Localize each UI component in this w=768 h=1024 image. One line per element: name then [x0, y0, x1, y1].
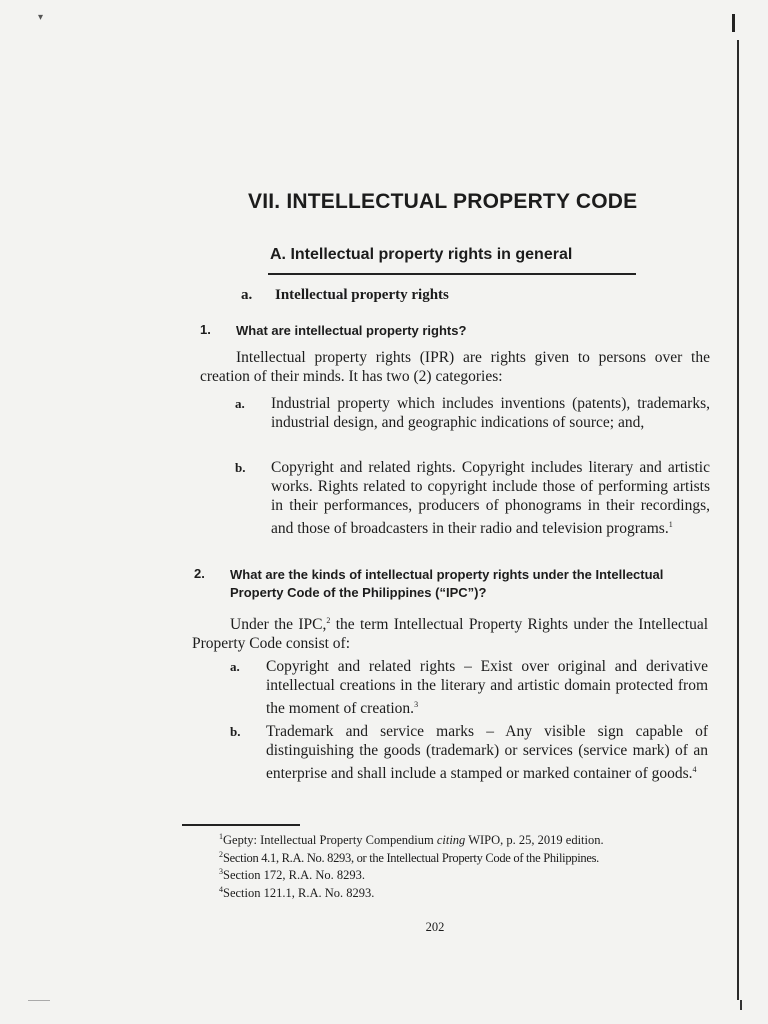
list-item-marker: a. — [235, 396, 245, 411]
list-item — [230, 722, 708, 802]
list-item-marker: a. — [230, 659, 240, 674]
subsection-marker: a. — [241, 287, 253, 303]
page-number: 202 — [425, 920, 445, 934]
question-number: 1. — [200, 322, 211, 337]
list-item — [235, 394, 710, 452]
answer-text-start: Under the IPC, — [230, 616, 327, 634]
question-text: What are the kinds of intellectual property rights under the Intellectual Property Code of the Philippines (“IPC”)? — [230, 567, 664, 600]
scan-dash-mark — [28, 1000, 50, 1001]
footnote — [219, 850, 719, 868]
question-2 — [194, 566, 714, 606]
footnote-text: Section 121.1, R.A. No. 8293. — [223, 885, 375, 900]
list-item — [230, 657, 708, 717]
answer-text-end: the term Intellectual Property Rights under the Intellectual Property Code consist of: — [192, 616, 709, 653]
subsection-title: Intellectual property rights — [275, 287, 449, 303]
footnote — [219, 867, 719, 885]
page-edge-line — [737, 40, 739, 1000]
section-underline — [268, 273, 636, 275]
list-item-text: Industrial property which includes inventions (patents), trademarks, industrial design, and geographic indications of source; and, — [271, 395, 710, 431]
list-item-text-wrap — [271, 458, 710, 538]
list-item-text-wrap — [266, 657, 708, 718]
scan-edge-mark — [732, 14, 735, 32]
list-item-marker: b. — [235, 460, 246, 475]
footnote — [219, 885, 719, 903]
footnote-text-end: WIPO, p. 25, 2019 edition. — [465, 833, 604, 847]
question-text: What are intellectual property rights? — [236, 323, 467, 338]
footnotes — [219, 832, 719, 902]
footnote-ref: 2 — [326, 616, 331, 625]
section-title: A. Intellectual property rights in general — [270, 246, 573, 263]
answer-paragraph — [192, 611, 708, 653]
footnote-divider — [182, 824, 300, 826]
question-number: 2. — [194, 566, 205, 581]
footnote-text: Section 4.1, R.A. No. 8293, or the Intellectual Property Code of the Philippines. — [223, 850, 599, 865]
footnote-text: Section 172, R.A. No. 8293. — [223, 868, 366, 882]
footnote-italic: citing — [436, 833, 466, 847]
list-item — [235, 458, 710, 554]
subsection-heading — [241, 287, 449, 304]
footnote — [219, 832, 719, 850]
list-item-text: Copyright and related rights. Copyright includes literary and artistic works. Rights related to copyright include those of performing artists in their performances, producers of phonograms in their recordings, and those of broadcasters in their radio and television programs. — [271, 459, 710, 538]
list-item-text: Trademark and service marks – Any visible sign capable of distinguishing the goods (trademark) or services (service mark) of an enterprise and shall include a stamped or marked container of goods. — [266, 723, 708, 783]
scan-edge-tick — [740, 1000, 742, 1010]
footnote-number: 3 — [219, 866, 223, 876]
chapter-title: VII. INTELLECTUAL PROPERTY CODE — [248, 190, 638, 213]
footnote-number: 1 — [219, 831, 223, 841]
scan-corner-mark: ▾ — [38, 12, 44, 23]
footnote-ref: 3 — [414, 700, 419, 709]
footnote-number: 4 — [219, 884, 223, 894]
footnote-ref: 1 — [668, 520, 673, 529]
question-1 — [200, 322, 720, 342]
footnote-ref: 4 — [692, 765, 697, 774]
list-item-text: Copyright and related rights – Exist over original and derivative intellectual creations in the literary and artistic domain protected from the moment of creation. — [266, 658, 708, 718]
list-item-marker: b. — [230, 724, 241, 739]
footnote-number: 2 — [219, 849, 223, 859]
footnote-text: Gepty: Intellectual Property Compendium — [223, 833, 437, 847]
list-item-text-wrap — [266, 722, 708, 783]
answer-paragraph: Intellectual property rights (IPR) are rights given to persons over the creation of their minds. It has two (2) categories: — [200, 349, 710, 385]
